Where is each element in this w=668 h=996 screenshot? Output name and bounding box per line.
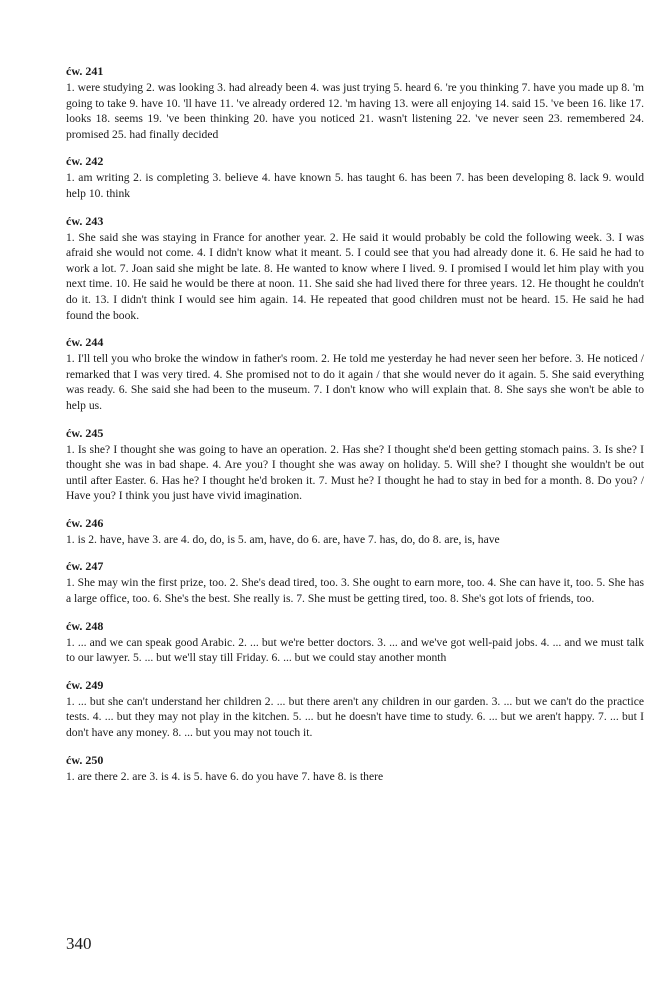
exercise-247 [66,559,644,606]
exercise-244 [66,335,644,413]
answer-key-page [66,64,644,796]
exercise-title: ćw. 245 [66,425,104,440]
exercise-answers: 1. ... and we can speak good Arabic. 2. ... but we're better doctors. 3. ... and we've got well-paid jobs. 4. ... and we must talk to our lawyer. 5. ... but we'll stay till Friday. 6. ... but we could stay another month [66,635,644,665]
exercise-answers: 1. She said she was staying in France for another year. 2. He said it would probably be cold the following week. 3. I was afraid she would not come. 4. I didn't know what it meant. 5. I could see that you had already done it. 6. He said he had to work a lot. 7. Joan said she might be late. 8. He wanted to know where I lived. 9. I promised I would let him play with you next time. 10. He said he would be there at noon. 11. She said she had lived there for three years. 12. He thought he couldn't do it. 13. I didn't think I would see him again. 14. He repeated that good children must not be heard. 15. He said he had found the book. [66,230,644,322]
exercise-answers: 1. are there 2. are 3. is 4. is 5. have 6. do you have 7. have 8. is there [66,769,384,783]
exercise-title: ćw. 244 [66,335,104,350]
exercise-241 [66,64,644,142]
exercise-title: ćw. 249 [66,677,104,692]
exercise-248 [66,619,644,666]
exercise-243 [66,214,644,324]
exercise-245 [66,426,644,504]
exercise-title: ćw. 246 [66,515,104,530]
exercise-242 [66,154,644,201]
exercise-answers: 1. were studying 2. was looking 3. had already been 4. was just trying 5. heard 6. 're you thinking 7. have you made up 8. 'm going to take 9. have 10. 'll have 11. 've already ordered 12. 'm having 13. were all enjoying 14. said 15. 've been 16. like 17. looks 18. seems 19. 've been thinking 20. have you noticed 21. wasn't listening 22. 've never seen 23. remembered 24. promised 25. had finally decided [66,81,644,141]
exercise-title: ćw. 248 [66,618,104,633]
exercise-title: ćw. 242 [66,154,104,169]
exercise-title: ćw. 241 [66,64,104,78]
exercise-answers: 1. She may win the first prize, too. 2. She's dead tired, too. 3. She ought to earn more, too. 4. She can have it, too. 5. She has a large office, too. 6. She's the best. She really is. 7. She must be getting tired, too. 8. She's got lots of friends, too. [66,576,644,606]
exercise-answers: 1. I'll tell you who broke the window in father's room. 2. He told me yesterday he had never seen her before. 3. He noticed / remarked that I was very tired. 4. She promised not to do it again / that she would never do it again. 5. She said everything was ready. 6. She said she had been to the museum. 7. I don't know who will explain that. 8. She says she won't be able to help us. [66,352,644,412]
exercise-answers: 1. am writing 2. is completing 3. believe 4. have known 5. has taught 6. has been 7. has been developing 8. lack 9. would help 10. think [66,171,644,200]
exercise-title: ćw. 247 [66,559,104,574]
exercise-title: ćw. 250 [66,752,104,767]
exercise-answers: 1. ... but she can't understand her children 2. ... but there aren't any children in our garden. 3. ... but we can't do the practice tests. 4. ... but they may not play in the kitchen. 5. ... but he doesn't have time to study. 6. ... but we aren't happy. 7. ... but I don't have any money. 8. ... but you may not touch it. [66,694,644,740]
exercise-title: ćw. 243 [66,213,104,228]
exercise-answers: 1. is 2. have, have 3. are 4. do, do, is 5. am, have, do 6. are, have 7. has, do, do 8. are, is, have [66,532,500,546]
exercise-249 [66,678,644,741]
exercise-246 [66,516,644,548]
exercise-answers: 1. Is she? I thought she was going to have an operation. 2. Has she? I thought she'd been getting stomach pains. 3. Is she? I thought she was in bad shape. 4. Are you? I thought she was away on holiday. 5. Will she? I thought she wouldn't be out until after Easter. 6. Has he? I thought he'd broken it. 7. Must he? I thought he had to stay in bed for a month. 8. Do you? / Have you? I think you just have vivid imagination. [66,442,644,503]
exercise-250 [66,753,644,785]
page-number: 340 [66,934,92,953]
